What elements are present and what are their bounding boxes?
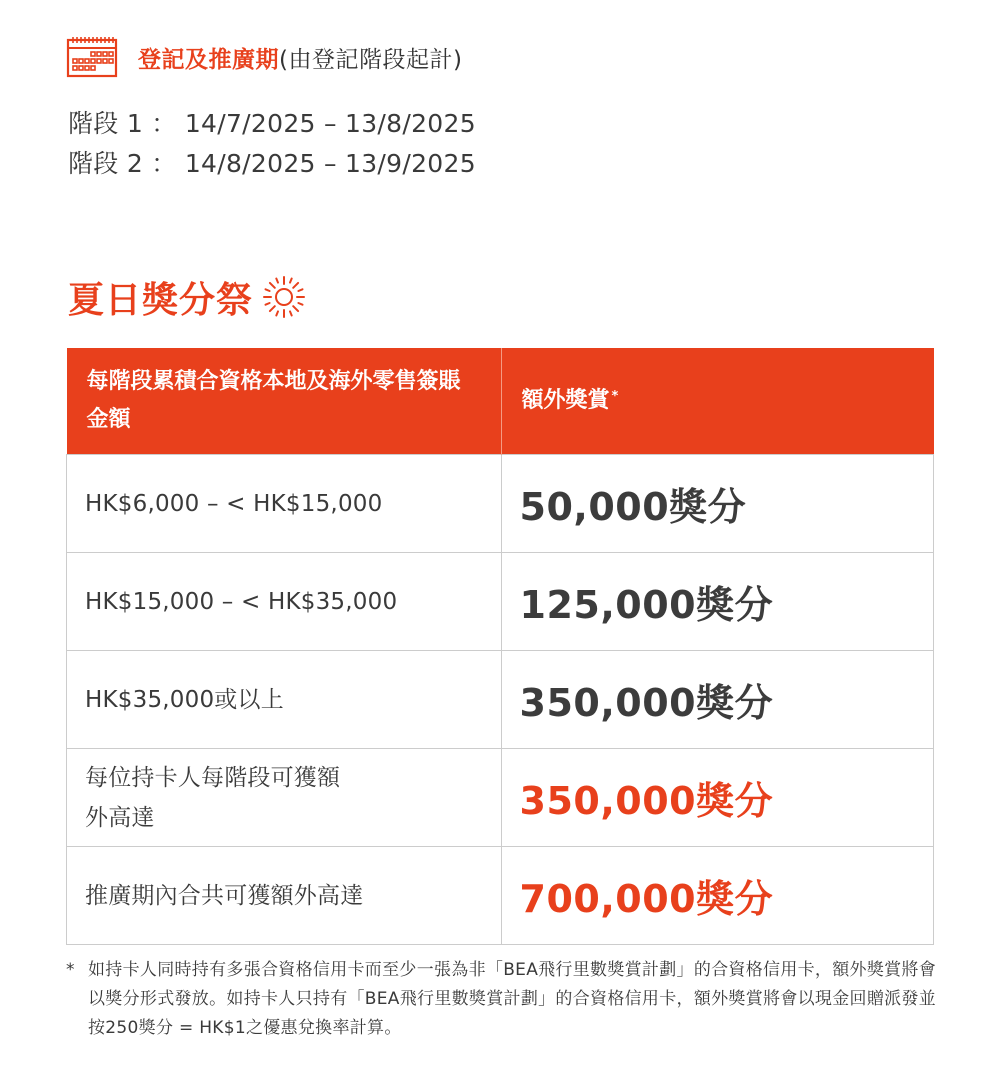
- promo-heading: [68, 272, 307, 322]
- spend-cell: HK$35,000或以上: [67, 651, 502, 749]
- table-header-row: [67, 348, 934, 455]
- registration-header: [66, 36, 462, 78]
- spend-cell: 推廣期內合共可獲額外高達: [67, 847, 502, 945]
- header-spend: 每階段累積合資格本地及海外零售簽賬金額: [67, 348, 502, 455]
- spend-cell: HK$15,000 – < HK$35,000: [67, 553, 502, 651]
- reward-cell-max-per-stage: 350,000獎分: [501, 749, 934, 847]
- table-row: [67, 553, 934, 651]
- footnote-text: 如持卡人同時持有多張合資格信用卡而至少一張為非「BEA飛行里數獎賞計劃」的合資格信用卡，額外獎賞將會以獎分形式發放。如持卡人只持有「BEA飛行里數獎賞計劃」的合資格信用卡，額外獎賞將會以現金回贈派發並按250獎分 = HK$1之優惠兌換率計算。: [88, 960, 937, 1038]
- reward-cell: 350,000獎分: [501, 651, 934, 749]
- header-reward: 額外獎賞 *: [501, 348, 934, 455]
- stage-1-period: 階段 1 ： 14/7/2025 – 13/8/2025: [68, 109, 476, 138]
- registration-subtitle: (由登記階段起計): [279, 46, 463, 73]
- sun-icon: [261, 274, 307, 320]
- spend-cell: 每位持卡人每階段可獲額外高達: [67, 749, 502, 847]
- stage-2-period: 階段 2 ： 14/8/2025 – 13/9/2025: [68, 149, 476, 178]
- table-row: [67, 455, 934, 553]
- footnote-mark: *: [66, 960, 75, 980]
- spend-cell: HK$6,000 – < HK$15,000: [67, 455, 502, 553]
- reward-cell-max-total: 700,000獎分: [501, 847, 934, 945]
- calendar-icon: [66, 36, 118, 78]
- promo-title: 夏日獎分祭: [68, 279, 254, 321]
- reward-cell: 50,000獎分: [501, 455, 934, 553]
- table-row: [67, 749, 934, 847]
- reward-cell: 125,000獎分: [501, 553, 934, 651]
- table-row: [67, 651, 934, 749]
- rewards-table: [66, 348, 934, 945]
- footnote: [66, 956, 946, 1043]
- header-reward-mark: *: [611, 389, 619, 404]
- table-row: [67, 847, 934, 945]
- registration-title: 登記及推廣期: [138, 46, 279, 73]
